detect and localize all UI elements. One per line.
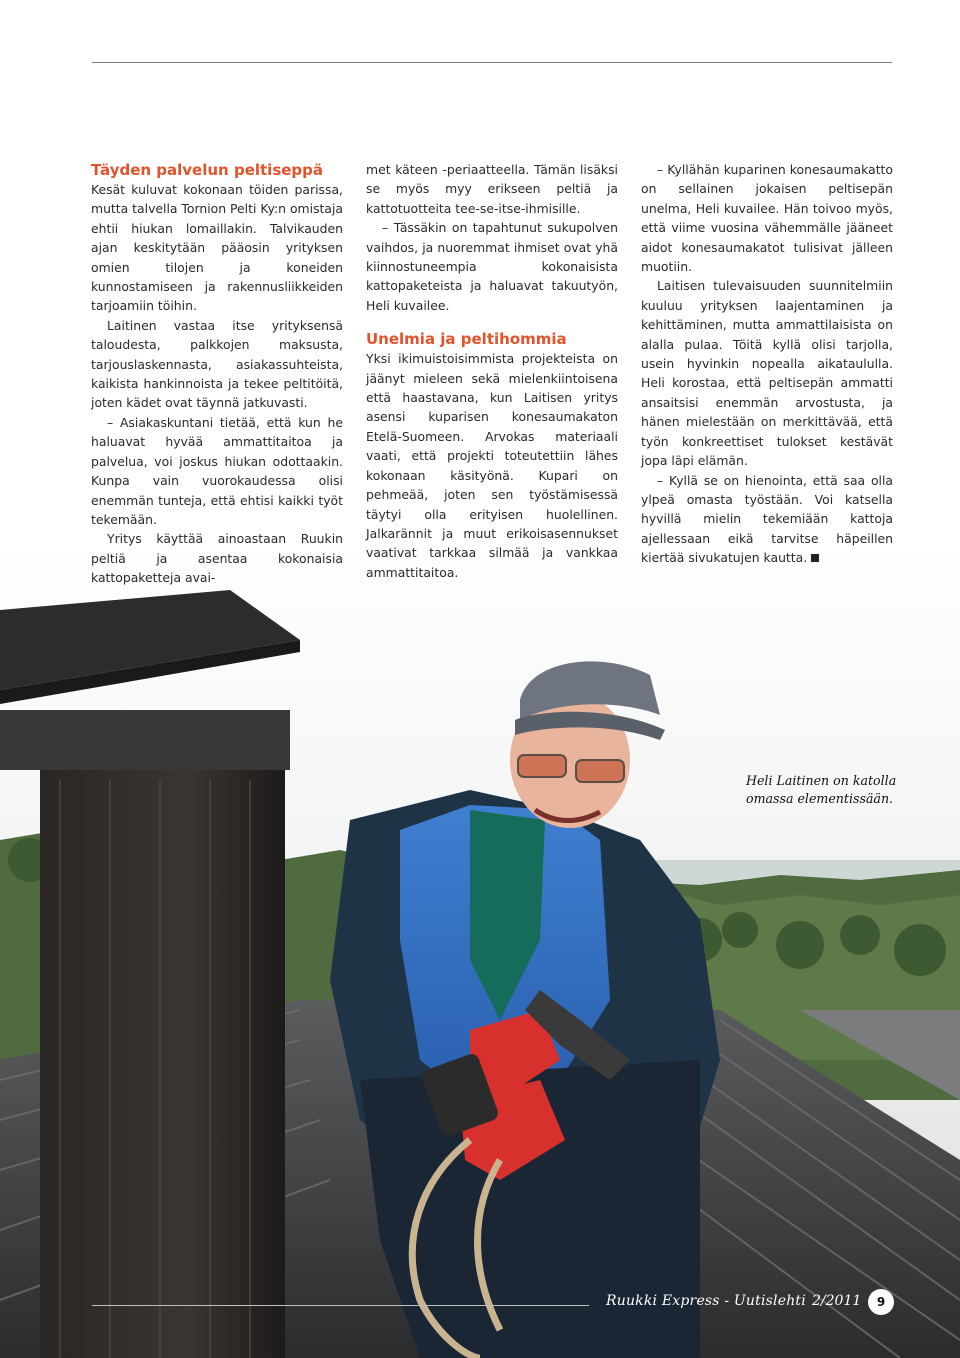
paragraph: – Asiakaskuntani tietää, että kun he haluavat hyvää ammattitaitoa ja palvelua, voi joskus hiukan odottaakin. Kunpa vain vuorokaudessa olisi enemmän tunteja, että ehtisi kaikki työt tekemään. [91,414,343,527]
paragraph: Kesät kuluvat kokonaan töiden parissa, mutta talvella Tornion Pelti Ky:n omistaja ehtii hiukan lomaillakin. Talvikauden ajan keskitytään pääosin yrityksen omien tilojen ja koneiden kunnostamiseen ja rakennusliikkeiden tarjoamiin töihin. [91,182,344,314]
page-number: 9 [868,1289,894,1315]
end-mark-icon [811,554,819,562]
paragraph: Yksi ikimuistoisimmista projekteista on jäänyt mieleen sekä mielenkiintoisena että haastavana, kun Laitisen yritys asensi kuparisen konesaumakaton Etelä-Suomeen. Arvokas materiaali vaati, että projekti toteutettiin lähes kokonaan käsityönä. Kupari on pehmeää, joten sen työstämisessä täytyi olla erityisen huolellinen. Jalkarännit ja muut erikoisasennukset vaativat tarkkaa silmää ja vankkaa ammattitaitoa. [366,351,618,580]
photo-caption: Heli Laitinen on katolla omassa elementissään. [746,773,897,806]
paragraph: – Tässäkin on tapahtunut sukupolven vaihdos, ja nuoremmat ihmiset ovat yhä kiinnostuneempia kokonaisista kattopaketeista ja haluavat takuutyön, Heli kuvailee. [366,220,618,313]
bottom-rule [92,1305,589,1306]
section-heading-1: Täyden palvelun peltiseppä [91,161,324,179]
paragraph: Laitinen vastaa itse yrityksensä taloudesta, palkkojen maksusta, tarjouslaskennasta, asiakassuhteista, kaikista hankinnoista ja tekee peltitöitä, joten kädet ovat täynnä jatkuvasti. [91,317,343,411]
text-column-2 [366,160,618,582]
top-rule [92,62,892,63]
paragraph: met käteen -periaatteella. Tämän lisäksi se myös myy erikseen peltiä ja kattotuotteita tee-se-itse-ihmisille. [366,162,618,216]
cover-photo [0,540,960,1358]
footer-issue: 2/2011 [812,1293,862,1309]
paragraph-text: – Kyllä se on hienointa, että saa olla ylpeä omasta työstään. Voi katsella hyvillä mielin tekemiään kattoja ajellessaan eikä tarvitse häpeillen kiertää sivukatujen kautta. [641,472,893,566]
footer-publication: Ruukki Express - Uutislehti [606,1293,806,1309]
paragraph: – Kyllähän kuparinen konesaumakatto on sellainen jokaisen peltisepän unelma, Heli kuvailee. Hän toivoo myös, että viime vuosina vähemmälle jääneet aidot konesaumakatot tulisivat jälleen muotiin. [641,162,893,275]
text-column-3 [641,160,893,568]
paragraph [641,471,893,568]
section-heading-2: Unelmia ja peltihommia [366,330,567,349]
paragraph: Yritys käyttää ainoastaan Ruukin peltiä ja asentaa kokonaisia kattopaketteja avai- [91,531,343,586]
text-column-1 [91,160,343,588]
paragraph: Laitisen tulevaisuuden suunnitelmiin kuuluu yrityksen laajentaminen ja kehittäminen, mutta ammattilaisista on alalla pulaa. Töitä kyllä olisi tarjolla, usein hyvinkin nopealla aikataululla. Heli korostaa, että peltisepän ammatti ansaitsisi enemmän arvostusta, ja hänen mielestään on merkittävää, että työn konkreettiset tulokset kestävät jopa läpi elämän. [641,278,893,469]
